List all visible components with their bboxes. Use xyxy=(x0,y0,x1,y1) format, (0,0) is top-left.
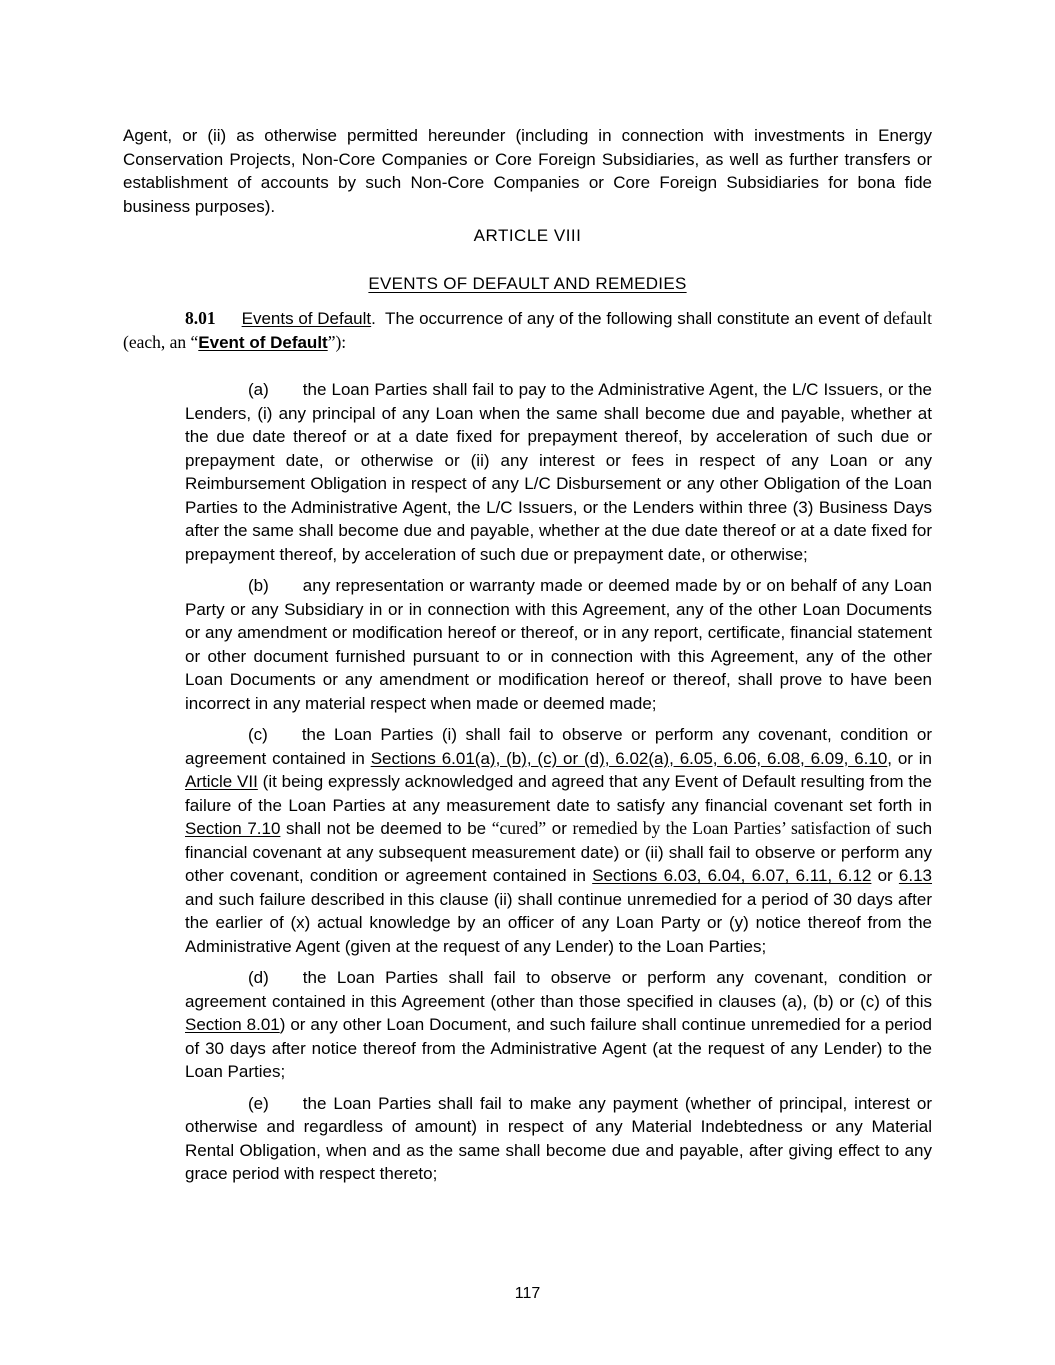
clause-label: (a) xyxy=(248,380,269,399)
text-run: , or in xyxy=(887,748,932,768)
section-reference: 6.13 xyxy=(898,866,932,885)
clause-d xyxy=(185,966,932,1084)
text-run: or xyxy=(871,866,899,885)
section-reference: Article VII xyxy=(185,772,258,791)
section-reference: Events of Default xyxy=(241,309,372,328)
section-reference: Sections 6.01(a), (b), (c) or (d), 6.02(a), 6.05, 6.06, 6.08, 6.09, 6.10 xyxy=(370,748,888,768)
article-title xyxy=(123,272,932,296)
section-reference: Section 7.10 xyxy=(185,819,281,838)
section-801-paragraph xyxy=(123,307,932,354)
article-title-text: EVENTS OF DEFAULT AND REMEDIES xyxy=(368,273,687,293)
text-run: or xyxy=(546,819,573,838)
clause-c xyxy=(185,723,932,958)
serif-text-run: “cured” xyxy=(491,818,547,838)
clause-label: (d) xyxy=(248,968,269,987)
clauses-list xyxy=(123,378,932,1186)
page-number: 117 xyxy=(514,1285,541,1302)
clause-a xyxy=(185,378,932,566)
serif-text-run: remedied by the Loan Parties’ satisfaction of xyxy=(572,818,891,838)
text-run: the Loan Parties shall fail to observe or perform any covenant, condition or agreement contained in this Agreement (other than those specified in clauses (a), (b) or (c) of this xyxy=(185,968,932,1011)
text-run: any representation or warranty made or deemed made by or on behalf of any Loan Party or any Subsidiary in or in connection with this Agreement, any of the other Loan Documents or any amendment or modification hereof or thereof, or in any report, certificate, financial statement or other document furnished pursuant to or in connection with this Agreement, any of the other Loan Documents or any amendment or modification hereof or thereof, shall prove to have been incorrect in any material respect when made or deemed made; xyxy=(185,576,932,713)
text-run: such financial covenant at any subsequent measurement date) or (ii) shall fail to observe or perform any other covenant, condition or agreement contained in xyxy=(185,819,933,885)
text-run: the Loan Parties shall fail to make any payment (whether of principal, interest or otherwise and regardless of amount) in respect of any Material Indebtedness or any Material Rental Obligation, when and as the same shall become due and payable, after giving effect to any grace period with respect thereto; xyxy=(185,1093,932,1183)
clause-label: (c) xyxy=(248,725,268,744)
tab-spacer xyxy=(269,590,303,591)
tab-spacer xyxy=(269,394,303,395)
section-reference: Sections 6.03, 6.04, 6.07, 6.11, 6.12 xyxy=(592,866,872,885)
text-run: shall not be deemed to be xyxy=(280,819,492,838)
text-run: the Loan Parties shall fail to pay to the Administrative Agent, the L/C Issuers, or the Lenders, (i) any principal of any Loan when the same shall become due and payable, whether at the due date thereof or at a date fixed for prepayment thereof, by acceleration of such due or prepayment date, or otherwise or (ii) any interest or fees in respect of any Loan or any Reimbursement Obligation in respect of any L/C Disbursement or any other Obligation of the Loan Parties to the Administrative Agent, the L/C Issuers, or the Lenders within three (3) Business Days after the same shall become due and payable, whether at the due date thereof or at a date fixed for prepayment thereof, by acceleration of such due or prepayment date, or otherwise; xyxy=(185,380,932,564)
section-reference: Event of Default xyxy=(198,332,328,352)
text-run: and such failure described in this clause (ii) shall continue unremedied for a period of 30 days after the earlier of (x) actual knowledge by an officer of any Loan Party or (y) notice thereof from the Administrative Agent (given at the request of any Lender) to the Loan Parties; xyxy=(185,889,932,956)
tab-spacer xyxy=(268,739,302,740)
paragraph-intro: Agent, or (ii) as otherwise permitted hereunder (including in connection with investments in Energy Conservation Projects, Non-Core Companies or Core Foreign Subsidiaries, as well as further transfers or establishment of accounts by such Non-Core Companies or Core Foreign Subsidiaries for bona fide business purposes). xyxy=(123,126,932,216)
clause-label: (b) xyxy=(248,576,269,595)
serif-text-run: ”): xyxy=(327,331,347,352)
text-run: . The occurrence of any of the following shall constitute an event of xyxy=(371,309,884,328)
serif-text-run: 8.01 xyxy=(185,308,216,328)
clause-label: (e) xyxy=(248,1093,269,1113)
article-heading: ARTICLE VIII xyxy=(473,226,582,245)
clause-e xyxy=(185,1092,932,1186)
text-run: ) or any other Loan Document, and such failure shall continue unremedied for a period of 30 days after notice thereof from the Administrative Agent (at the request of any Lender) to the Loan Parties; xyxy=(185,1015,932,1081)
text-run: the Loan Parties (i) shall fail to observe or perform any covenant, condition or agreement contained in xyxy=(185,725,932,768)
tab-spacer xyxy=(216,323,242,324)
tab-spacer xyxy=(269,1108,303,1109)
tab-spacer xyxy=(269,982,303,983)
serif-text-run: default (each, an “ xyxy=(123,308,932,352)
clause-b xyxy=(185,574,932,715)
text-run: (it being expressly acknowledged and agreed that any Event of Default resulting from the failure of the Loan Parties at any measurement date to satisfy any financial covenant set forth in xyxy=(185,772,932,815)
section-reference: Section 8.01 xyxy=(185,1015,280,1034)
